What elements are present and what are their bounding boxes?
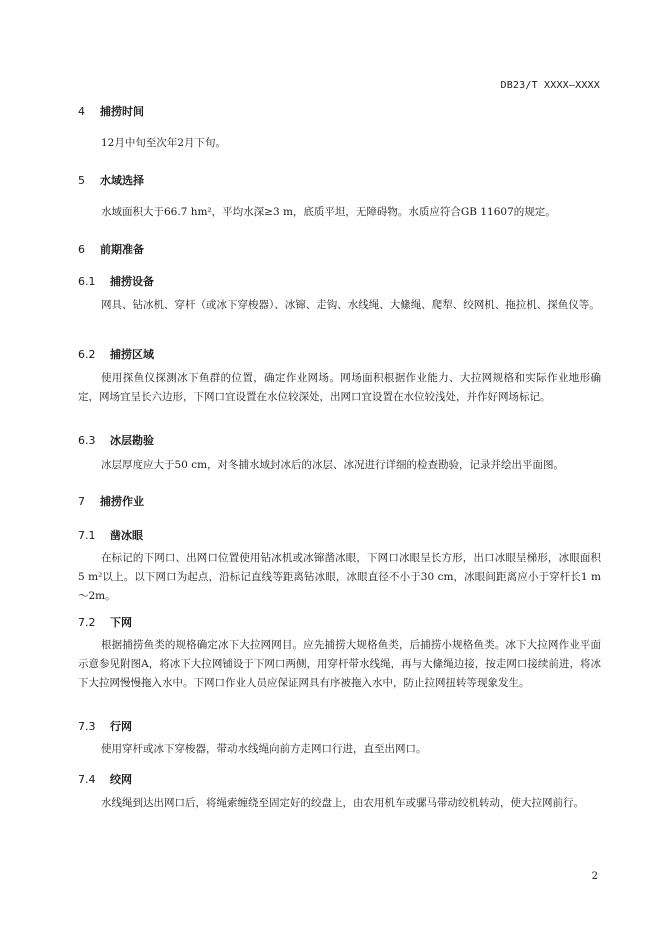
section-title: 捕捞设备: [110, 275, 154, 288]
section-heading-6: [78, 241, 144, 257]
section-heading-6-1: [78, 273, 154, 289]
paragraph-net-laying: 根据捕捞鱼类的规格确定冰下大拉网网目。应先捕捞大规格鱼类，后捕捞小规格鱼类。冰下大拉网作业平面示意参见附图A，将冰下大拉网铺设于下网口两侧，用穿杆带水线绳，再与大絛绳边接，按走网口接续前进，将冰下大拉网慢慢拖入水中。下网口作业人员应保证网具有序被拖入水中，防止拉网扭转等现象发生。: [78, 639, 601, 689]
section-title: 绞网: [110, 773, 132, 786]
section-title: 前期准备: [100, 243, 144, 256]
paragraph-ice-inspection: 冰层厚度应大于50 cm，对冬捕水域封冰后的冰层、冰况进行详细的检查勘验，记录并绘出平面图。: [101, 459, 565, 471]
section-heading-4: [78, 103, 144, 119]
section-title: 捕捞区域: [110, 348, 154, 361]
section-title: 下网: [110, 616, 132, 629]
section-title: 冰层勘验: [110, 434, 154, 447]
section-title: 水域选择: [100, 174, 144, 187]
section-title: 凿冰眼: [110, 529, 143, 542]
section-heading-5: [78, 172, 144, 188]
section-number: 5: [78, 174, 85, 187]
section-heading-7-4: [78, 771, 132, 787]
section-title: 捕捞时间: [100, 105, 144, 118]
section-title: 捕捞作业: [100, 495, 144, 508]
section-heading-6-2: [78, 346, 154, 362]
section-number: 6: [78, 243, 85, 256]
page-number: 2: [591, 871, 598, 882]
section-number: 7.2: [78, 616, 96, 629]
paragraph-ice-holes: 在标记的下网口、出网口位置使用钻冰机或冰镩凿冰眼，下网口冰眼呈长方形，出口冰眼呈梯形，冰眼面积5 m²以上。以下网口为起点，沿标记直线等距离钻冰眼，冰眼直径不小于30 cm，冰眼间距离应小于穿杆长1 m～2m。: [78, 552, 601, 602]
section-heading-7-1: [78, 527, 143, 543]
section-heading-6-3: [78, 432, 154, 448]
paragraph-equipment: 网具、钻冰机、穿杆（或冰下穿梭器）、冰镩、走钩、水线绳、大絛绳、爬犁、绞网机、拖拉机、探鱼仪等。: [101, 299, 600, 311]
section-heading-7: [78, 493, 144, 509]
section-number: 6.2: [78, 348, 96, 361]
paragraph-fishing-time: 12月中旬至次年2月下旬。: [101, 137, 227, 149]
paragraph-net-winching: 水线绳到达出网口后，将绳索缠绕至固定好的绞盘上，由农用机车或骡马带动绞机转动，使大拉网前行。: [101, 797, 584, 809]
section-heading-7-3: [78, 718, 132, 734]
section-number: 7.4: [78, 773, 96, 786]
paragraph-water-selection: 水域面积大于66.7 hm²，平均水深≥3 m，底质平坦，无障碍物。水质应符合GB 11607的规定。: [101, 206, 556, 218]
section-number: 6.1: [78, 275, 96, 288]
section-number: 7.1: [78, 529, 96, 542]
paragraph-net-moving: 使用穿杆或冰下穿梭器，带动水线绳向前方走网口行进，直至出网口。: [101, 743, 427, 755]
document-code: DB23/T XXXX—XXXX: [500, 80, 600, 91]
section-heading-7-2: [78, 614, 132, 630]
section-number: 7.3: [78, 720, 96, 733]
section-title: 行网: [110, 720, 132, 733]
section-number: 7: [78, 495, 85, 508]
section-number: 4: [78, 105, 85, 118]
paragraph-fishing-area: 使用探鱼仪探测冰下鱼群的位置，确定作业网场。网场面积根据作业能力、大拉网规格和实际作业地形确定，网场宜呈长六边形，下网口宜设置在水位较深处，出网口宜设置在水位较浅处，并作好网场标记。: [78, 372, 601, 403]
section-number: 6.3: [78, 434, 96, 447]
